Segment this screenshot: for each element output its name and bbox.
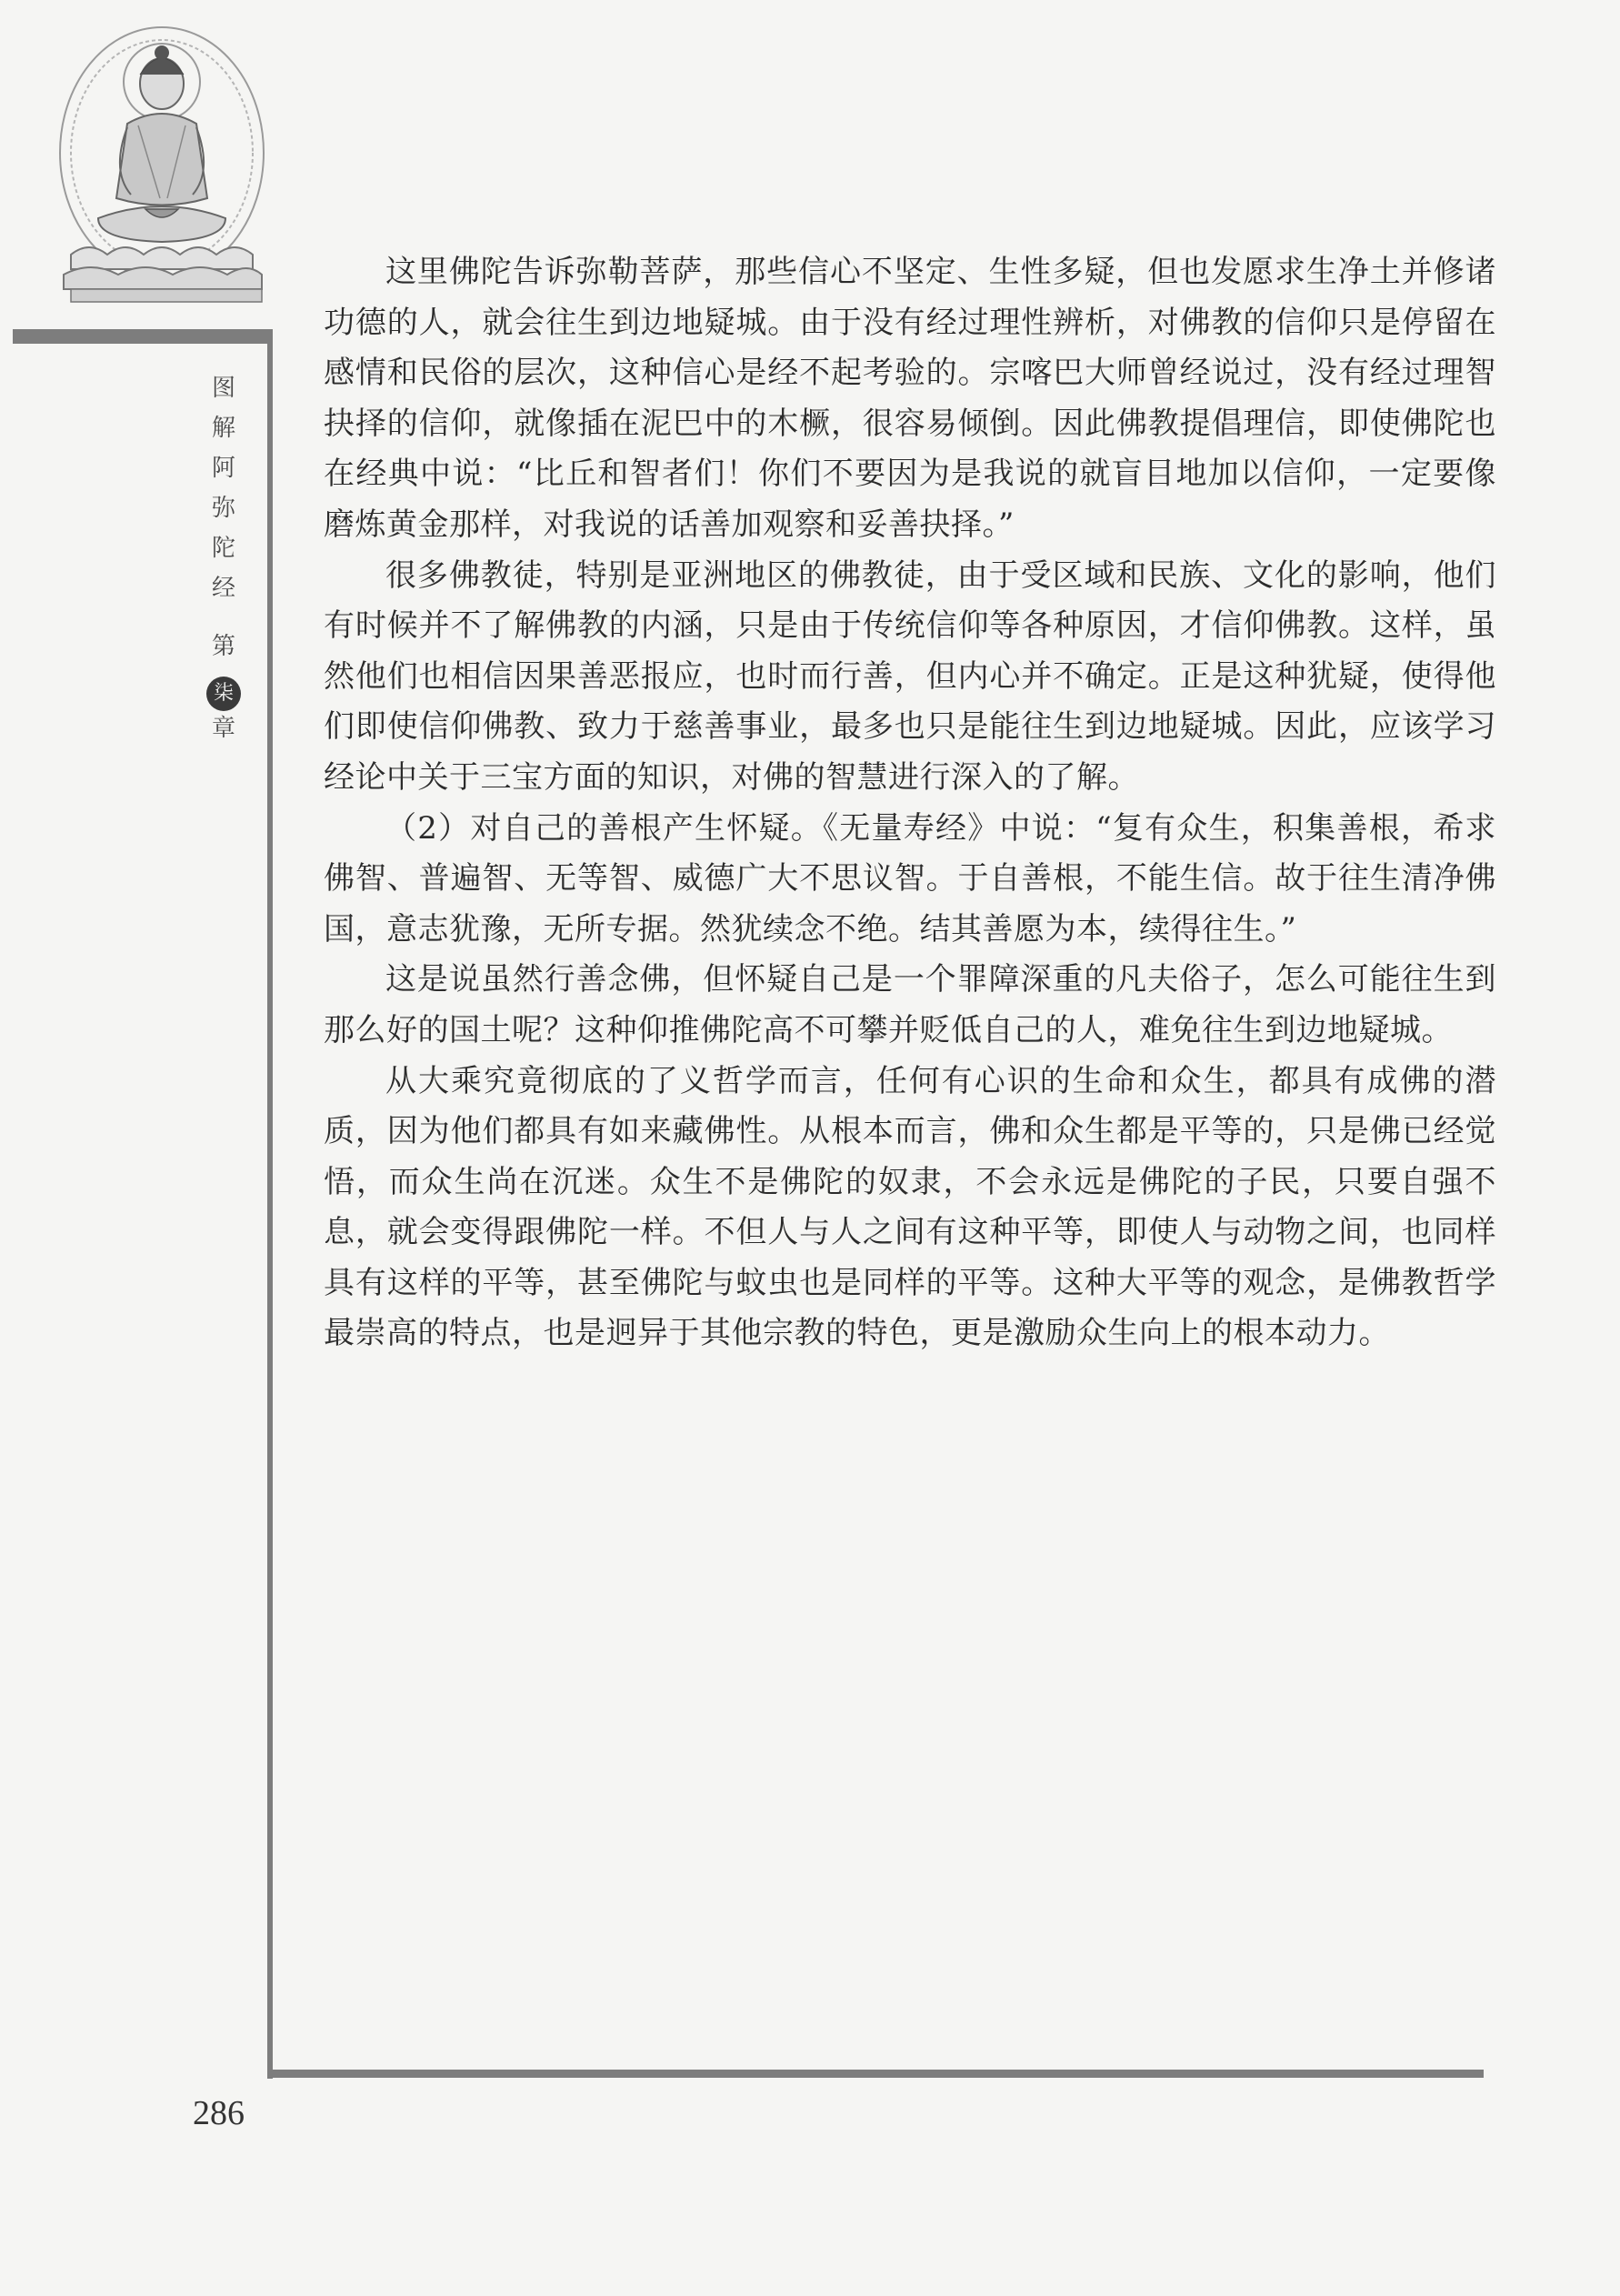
body-text (324, 247, 1496, 1359)
paragraph: 很多佛教徒，特别是亚洲地区的佛教徒，由于受区域和民族、文化的影响，他们有时候并不了解佛教的内涵，只是由于传统信仰等各种原因，才信仰佛教。这样，虽然他们也相信因果善恶报应，也时而行善，但内心并不确定。正是这种犹疑，使得他们即使信仰佛教、致力于慈善事业，最多也只是能往生到边地疑城。因此，应该学习经论中关于三宝方面的知识，对佛的智慧进行深入的了解。 (324, 556, 1496, 796)
sidebar-title-char: 阿 (211, 455, 235, 482)
sidebar-title-char: 弥 (211, 495, 235, 522)
sidebar-book-title (205, 376, 242, 757)
sidebar-title-char: 经 (211, 575, 235, 602)
chapter-suffix: 章 (211, 715, 235, 742)
paragraph: （2）对自己的善根产生怀疑。《无量寿经》中说：“复有众生，积集善根，希求佛智、普遍智、无等智、威德广大不思议智。于自善根，不能生信。故于往生清净佛国，意志犹豫，无所专据。然犹续念不绝。结其善愿为本，续得往生。” (324, 809, 1496, 947)
sidebar-title-char: 陀 (211, 535, 235, 562)
paragraph: 从大乘究竟彻底的了义哲学而言，任何有心识的生命和众生，都具有成佛的潜质，因为他们都具有如来藏佛性。从根本而言，佛和众生都是平等的，只是佛已经觉悟，而众生尚在沉迷。众生不是佛陀的奴隶，不会永远是佛陀的子民，只要自强不息，就会变得跟佛陀一样。不但人与人之间有这种平等，即使人与动物之间，也同样具有这样的平等，甚至佛陀与蚊虫也是同样的平等。这种大平等的观念，是佛教哲学最崇高的特点，也是迥异于其他宗教的特色，更是激励众生向上的根本动力。 (324, 1062, 1496, 1352)
sidebar-title-char: 解 (211, 415, 235, 442)
sidebar-vertical-rule (267, 329, 273, 2079)
paragraph: 这里佛陀告诉弥勒菩萨，那些信心不坚定、生性多疑，但也发愿求生净土并修诸功德的人，就会往生到边地疑城。由于没有经过理性辨析，对佛教的信仰只是停留在感情和民俗的层次，这种信心是经不起考验的。宗喀巴大师曾经说过，没有经过理智抉择的信仰，就像插在泥巴中的木橛，很容易倾倒。因此佛教提倡理信，即使佛陀也在经典中说：“比丘和智者们！你们不要因为是我说的就盲目地加以信仰，一定要像磨炼黄金那样，对我说的话善加观察和妥善抉择。” (324, 254, 1496, 543)
chapter-number-badge: 柒 (206, 677, 241, 711)
chapter-prefix: 第 (211, 633, 235, 660)
page-number: 286 (193, 2094, 245, 2132)
paragraph: 这是说虽然行善念佛，但怀疑自己是一个罪障深重的凡夫俗子，怎么可能往生到那么好的国土呢？这种仰推佛陀高不可攀并贬低自己的人，难免往生到边地疑城。 (324, 961, 1496, 1048)
sidebar-top-rule (13, 329, 267, 344)
sidebar-title-char: 图 (211, 375, 235, 402)
seated-buddha-illustration (44, 16, 280, 316)
footer-rule (271, 2070, 1484, 2078)
